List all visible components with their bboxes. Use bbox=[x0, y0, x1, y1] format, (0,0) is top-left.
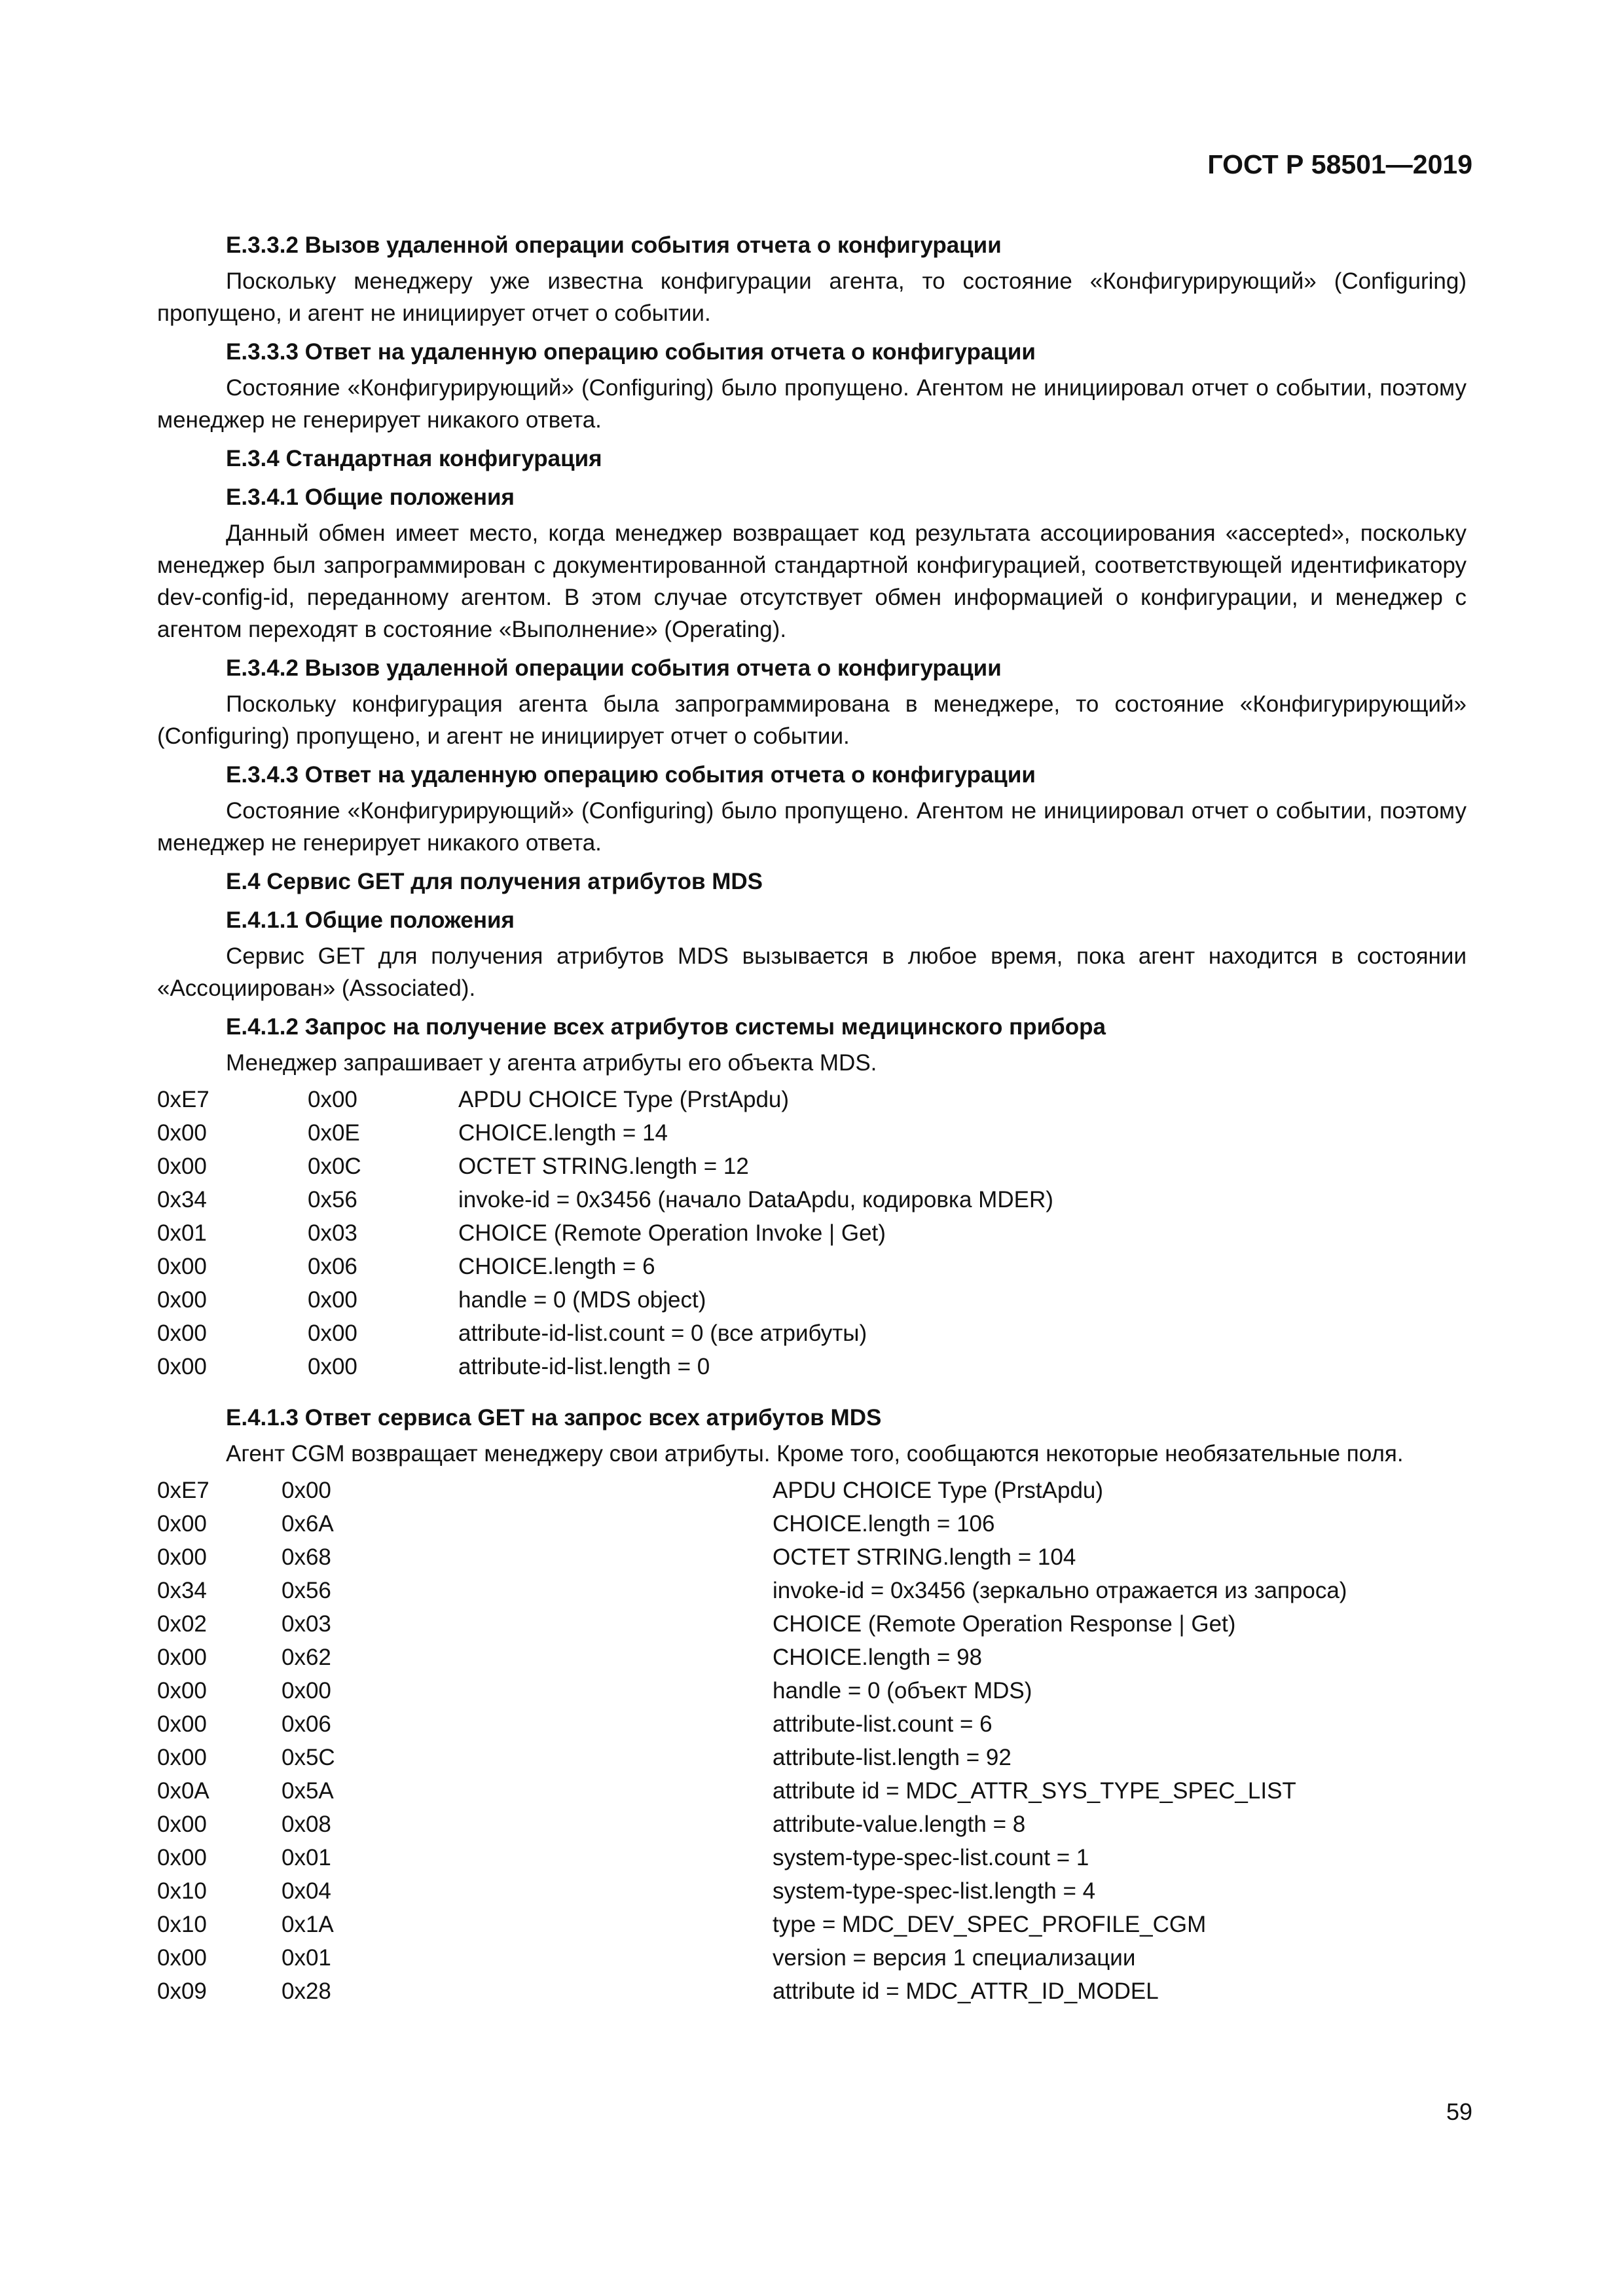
byte-1: 0x00 bbox=[157, 1321, 207, 1346]
byte-2: 0x00 bbox=[308, 1287, 357, 1313]
byte-description: CHOICE.length = 106 bbox=[773, 1511, 995, 1537]
section-heading: E.3.4 Стандартная конфигурация bbox=[226, 446, 602, 471]
byte-1: 0x10 bbox=[157, 1878, 207, 1904]
byte-2: 0x28 bbox=[282, 1978, 331, 2004]
section-heading: E.4.1.2 Запрос на получение всех атрибутов системы медицинского прибора bbox=[226, 1014, 1106, 1040]
request-byte-table bbox=[157, 1083, 1467, 1383]
byte-2: 0x00 bbox=[282, 1478, 331, 1503]
byte-1: 0x00 bbox=[157, 1287, 207, 1313]
table-row bbox=[157, 1574, 1467, 1607]
response-byte-table bbox=[157, 1474, 1467, 2008]
table-row bbox=[157, 1250, 1467, 1283]
byte-2: 0x00 bbox=[308, 1087, 357, 1112]
table-row bbox=[157, 1183, 1467, 1216]
table-row bbox=[157, 1674, 1467, 1707]
byte-2: 0x68 bbox=[282, 1544, 331, 1570]
byte-1: 0x09 bbox=[157, 1978, 207, 2004]
byte-1: 0x01 bbox=[157, 1220, 207, 1246]
byte-2: 0x6A bbox=[282, 1511, 334, 1537]
table-row bbox=[157, 1283, 1467, 1317]
byte-1: 0x00 bbox=[157, 1511, 207, 1537]
byte-2: 0x56 bbox=[282, 1578, 331, 1603]
paragraph: Состояние «Конфигурирующий» (Configuring) было пропущено. Агентом не инициировал отчет о событии, поэтому менеджер не генерирует никакого ответа. bbox=[157, 375, 1467, 433]
byte-2: 0x00 bbox=[308, 1321, 357, 1346]
section-heading: E.3.4.1 Общие положения bbox=[226, 484, 515, 510]
document-header: ГОСТ Р 58501—2019 bbox=[1207, 149, 1472, 179]
table-row bbox=[157, 1874, 1467, 1908]
byte-description: version = версия 1 специализации bbox=[773, 1945, 1136, 1971]
byte-1: 0x00 bbox=[157, 1645, 207, 1670]
section-heading: E.4 Сервис GET для получения атрибутов MDS bbox=[226, 869, 763, 894]
paragraph: Менеджер запрашивает у агента атрибуты его объекта MDS. bbox=[226, 1050, 877, 1076]
byte-1: 0x00 bbox=[157, 1812, 207, 1837]
byte-2: 0x06 bbox=[308, 1254, 357, 1279]
byte-2: 0x5A bbox=[282, 1778, 334, 1804]
byte-2: 0x08 bbox=[282, 1812, 331, 1837]
table-row bbox=[157, 1908, 1467, 1941]
byte-1: 0x34 bbox=[157, 1187, 207, 1212]
table-row bbox=[157, 1975, 1467, 2008]
table-row bbox=[157, 1808, 1467, 1841]
table-row bbox=[157, 1474, 1467, 1507]
byte-description: attribute-list.length = 92 bbox=[773, 1745, 1012, 1770]
table-row bbox=[157, 1741, 1467, 1774]
byte-2: 0x01 bbox=[282, 1945, 331, 1971]
table-row bbox=[157, 1607, 1467, 1641]
byte-description: system-type-spec-list.count = 1 bbox=[773, 1845, 1089, 1870]
byte-description: attribute-id-list.length = 0 bbox=[458, 1354, 710, 1379]
paragraph: Поскольку менеджеру уже известна конфигурации агента, то состояние «Конфигурирующий» (Configuring) пропущено, и агент не инициирует отчет о событии. bbox=[157, 268, 1467, 326]
table-row bbox=[157, 1083, 1467, 1116]
byte-1: 0x00 bbox=[157, 1678, 207, 1704]
byte-1: 0x0A bbox=[157, 1778, 210, 1804]
byte-1: 0x34 bbox=[157, 1578, 207, 1603]
byte-description: OCTET STRING.length = 104 bbox=[773, 1544, 1076, 1570]
table-row bbox=[157, 1841, 1467, 1874]
byte-1: 0x02 bbox=[157, 1611, 207, 1637]
byte-2: 0x03 bbox=[308, 1220, 357, 1246]
byte-description: CHOICE (Remote Operation Response | Get) bbox=[773, 1611, 1236, 1637]
byte-description: attribute-value.length = 8 bbox=[773, 1812, 1026, 1837]
byte-description: handle = 0 (объект MDS) bbox=[773, 1678, 1032, 1704]
byte-2: 0x03 bbox=[282, 1611, 331, 1637]
table-row bbox=[157, 1317, 1467, 1350]
byte-2: 0x62 bbox=[282, 1645, 331, 1670]
byte-2: 0x1A bbox=[282, 1912, 334, 1937]
byte-1: 0x00 bbox=[157, 1745, 207, 1770]
section-heading: E.4.1.3 Ответ сервиса GET на запрос всех атрибутов MDS bbox=[226, 1405, 882, 1430]
byte-description: invoke-id = 0x3456 (зеркально отражается из запроса) bbox=[773, 1578, 1347, 1603]
byte-1: 0x00 bbox=[157, 1154, 207, 1179]
table-row bbox=[157, 1150, 1467, 1183]
byte-1: 0xE7 bbox=[157, 1087, 210, 1112]
byte-description: system-type-spec-list.length = 4 bbox=[773, 1878, 1096, 1904]
byte-description: CHOICE (Remote Operation Invoke | Get) bbox=[458, 1220, 886, 1246]
byte-1: 0x10 bbox=[157, 1912, 207, 1937]
table-row bbox=[157, 1540, 1467, 1574]
byte-1: 0xE7 bbox=[157, 1478, 210, 1503]
table-row bbox=[157, 1216, 1467, 1250]
table-row bbox=[157, 1707, 1467, 1741]
section-heading: E.3.4.2 Вызов удаленной операции события отчета о конфигурации bbox=[226, 655, 1002, 681]
section-heading: E.3.3.3 Ответ на удаленную операцию события отчета о конфигурации bbox=[226, 339, 1036, 365]
byte-1: 0x00 bbox=[157, 1120, 207, 1146]
byte-description: APDU CHOICE Type (PrstApdu) bbox=[458, 1087, 790, 1112]
section-heading: E.3.4.3 Ответ на удаленную операцию события отчета о конфигурации bbox=[226, 762, 1036, 788]
paragraph: Агент CGM возвращает менеджеру свои атрибуты. Кроме того, сообщаются некоторые необязательные поля. bbox=[226, 1441, 1404, 1467]
byte-description: attribute id = MDC_ATTR_SYS_TYPE_SPEC_LIST bbox=[773, 1778, 1296, 1804]
table-row bbox=[157, 1641, 1467, 1674]
byte-1: 0x00 bbox=[157, 1845, 207, 1870]
byte-2: 0x56 bbox=[308, 1187, 357, 1212]
byte-description: CHOICE.length = 6 bbox=[458, 1254, 655, 1279]
byte-2: 0x06 bbox=[282, 1711, 331, 1737]
byte-2: 0x0C bbox=[308, 1154, 361, 1179]
byte-1: 0x00 bbox=[157, 1544, 207, 1570]
byte-1: 0x00 bbox=[157, 1254, 207, 1279]
table-row bbox=[157, 1507, 1467, 1540]
byte-1: 0x00 bbox=[157, 1945, 207, 1971]
byte-description: type = MDC_DEV_SPEC_PROFILE_CGM bbox=[773, 1912, 1207, 1937]
table-row bbox=[157, 1774, 1467, 1808]
page-number: 59 bbox=[1446, 2098, 1472, 2125]
byte-1: 0x00 bbox=[157, 1354, 207, 1379]
section-heading: E.4.1.1 Общие положения bbox=[226, 907, 515, 933]
byte-description: CHOICE.length = 14 bbox=[458, 1120, 668, 1146]
section-heading: E.3.3.2 Вызов удаленной операции события отчета о конфигурации bbox=[226, 232, 1002, 258]
byte-2: 0x00 bbox=[308, 1354, 357, 1379]
byte-description: handle = 0 (MDS object) bbox=[458, 1287, 706, 1313]
byte-description: invoke-id = 0x3456 (начало DataApdu, кодировка MDER) bbox=[458, 1187, 1053, 1212]
byte-description: APDU CHOICE Type (PrstApdu) bbox=[773, 1478, 1104, 1503]
byte-description: CHOICE.length = 98 bbox=[773, 1645, 983, 1670]
byte-2: 0x0E bbox=[308, 1120, 360, 1146]
byte-description: attribute-id-list.count = 0 (все атрибуты) bbox=[458, 1321, 867, 1346]
byte-description: OCTET STRING.length = 12 bbox=[458, 1154, 749, 1179]
main-content bbox=[157, 223, 1467, 2014]
paragraph: Данный обмен имеет место, когда менеджер возвращает код результата ассоциирования «accepted», поскольку менеджер был запрограммирован с документированной стандартной конфигурацией, соответствующей идентификатору dev-config-id, переданному агентом. В этом случае отсутствует обмен информацией о конфигурации, и менеджер с агентом переходят в состояние «Выполнение» (Operating). bbox=[157, 520, 1467, 642]
table-row bbox=[157, 1350, 1467, 1383]
paragraph: Сервис GET для получения атрибутов MDS вызывается в любое время, пока агент находится в состоянии «Ассоциирован» (Associated). bbox=[157, 943, 1467, 1001]
table-row bbox=[157, 1116, 1467, 1150]
byte-2: 0x01 bbox=[282, 1845, 331, 1870]
byte-2: 0x5C bbox=[282, 1745, 335, 1770]
byte-description: attribute id = MDC_ATTR_ID_MODEL bbox=[773, 1978, 1159, 2004]
paragraph: Состояние «Конфигурирующий» (Configuring) было пропущено. Агентом не инициировал отчет о событии, поэтому менеджер не генерирует никакого ответа. bbox=[157, 798, 1467, 856]
byte-2: 0x04 bbox=[282, 1878, 331, 1904]
byte-2: 0x00 bbox=[282, 1678, 331, 1704]
byte-1: 0x00 bbox=[157, 1711, 207, 1737]
table-row bbox=[157, 1941, 1467, 1975]
byte-description: attribute-list.count = 6 bbox=[773, 1711, 993, 1737]
paragraph: Поскольку конфигурация агента была запрограммирована в менеджере, то состояние «Конфигурирующий» (Configuring) пропущено, и агент не инициирует отчет о событии. bbox=[157, 691, 1467, 749]
